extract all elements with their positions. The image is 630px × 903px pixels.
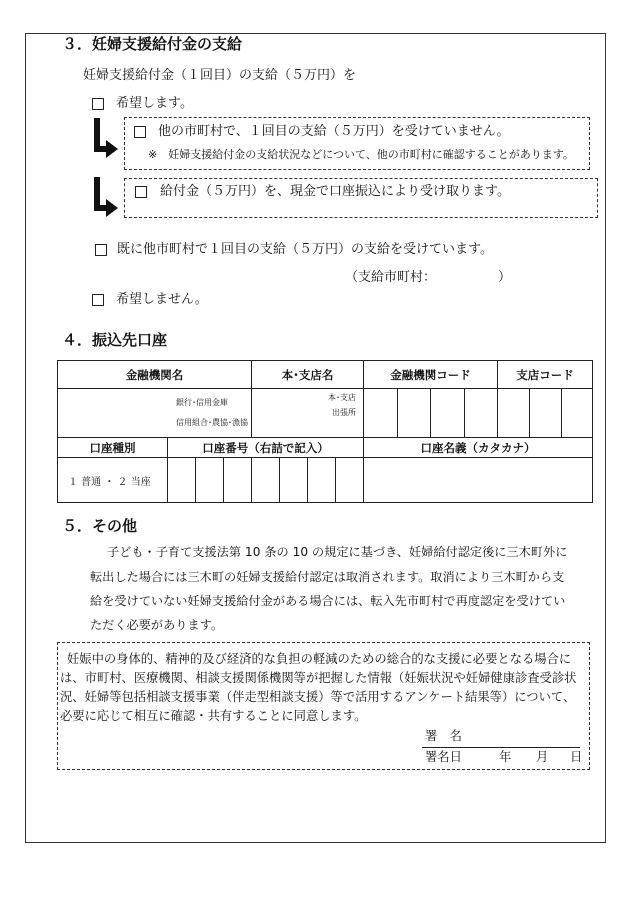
- section-5-heading: ５．その他: [62, 517, 138, 535]
- branch-type-label: 出張所: [332, 408, 356, 417]
- not-received-label: 他の市町村で、１回目の支給（５万円）を受けていません。: [158, 124, 510, 139]
- bank-name-header: 金融機関名: [58, 361, 252, 389]
- day-label: 日: [570, 750, 583, 764]
- account-holder-header: 口座名義（カタカナ）: [364, 438, 593, 458]
- notice-paragraph-line: 給を受けていない妊婦支援給付金がある場合には、転入先市町村で再度認定を受けてい: [90, 594, 566, 608]
- decline-label: 希望しません。: [116, 292, 208, 307]
- bank-account-table: [57, 360, 593, 503]
- account-number-digit[interactable]: [252, 458, 280, 503]
- not-received-checkbox[interactable]: [134, 126, 146, 138]
- hope-label: 希望します。: [116, 96, 193, 111]
- section-4-heading: ４．振込先口座: [62, 331, 168, 349]
- notice-paragraph-line: 転出した場合には三木町の妊婦支援給付認定は取消されます。取消により三木町から支: [90, 570, 565, 584]
- decline-checkbox[interactable]: [92, 294, 104, 306]
- bank-code-header: 金融機関コード: [364, 361, 498, 389]
- account-number-digit[interactable]: [308, 458, 336, 503]
- account-number-digit[interactable]: [196, 458, 224, 503]
- branch-code-digit[interactable]: [530, 389, 562, 438]
- bent-arrow-icon: [92, 177, 120, 217]
- signature-label: 署 名: [425, 729, 462, 743]
- branch-code-digit[interactable]: [562, 389, 593, 438]
- section-3-heading: ３．妊婦支援給付金の支給: [62, 35, 243, 53]
- month-field[interactable]: [512, 750, 535, 766]
- bank-code-digit[interactable]: [364, 389, 398, 438]
- year-field[interactable]: [466, 750, 498, 766]
- already-received-checkbox[interactable]: [95, 244, 107, 256]
- consent-line: 必要に応じて相互に確認・共有することに同意します。: [60, 709, 367, 723]
- month-label: 月: [536, 750, 549, 764]
- bank-code-digit[interactable]: [431, 389, 465, 438]
- branch-name-header: 本･支店名: [252, 361, 364, 389]
- confirmation-note: ※ 妊婦支援給付金の支給状況などについて、他の市町村に確認することがあります。: [148, 148, 574, 161]
- branch-name-field[interactable]: [252, 389, 364, 438]
- date-label: 署名日: [425, 750, 462, 764]
- already-received-label: 既に他市町村で１回目の支給（５万円）の支給を受けています。: [117, 242, 493, 257]
- municipality-close-paren: ）: [498, 270, 512, 285]
- account-number-digit[interactable]: [280, 458, 308, 503]
- branch-code-header: 支店コード: [498, 361, 593, 389]
- cash-transfer-checkbox[interactable]: [135, 186, 147, 198]
- bank-type-label: 銀行･信用金庫: [176, 398, 228, 407]
- bank-code-digit[interactable]: [398, 389, 431, 438]
- bank-type-label: 信用組合･農協･漁協: [176, 418, 248, 427]
- benefit-intro-text: 妊婦支援給付金（１回目）の支給（５万円）を: [83, 68, 357, 83]
- notice-paragraph-line: 子ども・子育て支援法第 10 条の 10 の規定に基づき、妊婦給付認定後に三木町外に: [107, 545, 568, 559]
- account-number-digit[interactable]: [336, 458, 364, 503]
- year-label: 年: [499, 750, 512, 764]
- account-number-digit[interactable]: [224, 458, 252, 503]
- account-number-header: 口座番号（右詰で記入）: [168, 438, 364, 458]
- account-holder-field[interactable]: [364, 458, 593, 503]
- account-number-digit[interactable]: [168, 458, 196, 503]
- cash-transfer-label: 給付金（５万円）を、現金で口座振込により受け取ります。: [160, 184, 510, 199]
- municipality-label: （支給市町村：: [345, 270, 437, 285]
- bank-code-digit[interactable]: [465, 389, 498, 438]
- hope-checkbox[interactable]: [92, 98, 104, 110]
- account-type-header: 口座種別: [58, 438, 168, 458]
- signature-field[interactable]: [468, 729, 580, 746]
- branch-code-digit[interactable]: [498, 389, 530, 438]
- bank-name-field[interactable]: [58, 389, 252, 438]
- consent-line: は、市町村、医療機関、相談支援関係機関等が把握した情報（妊娠状況や妊婦健康診査受診状: [60, 671, 577, 685]
- signature-line: [422, 747, 580, 748]
- notice-paragraph-line: ただく必要があります。: [90, 618, 224, 632]
- consent-line: 況、妊婦等包括相談支援事業（伴走型相談支援）等で活用するアンケート結果等）について、: [60, 690, 576, 704]
- branch-type-label: 本･支店: [328, 393, 356, 402]
- municipality-name-field[interactable]: [436, 270, 496, 286]
- account-type-options[interactable]: １ 普通 ・ ２ 当座: [58, 458, 168, 503]
- bent-arrow-icon: [92, 118, 120, 158]
- consent-line: 妊娠中の身体的、精神的及び経済的な負担の軽減のための総合的な支援に必要となる場合に: [67, 652, 572, 666]
- day-field[interactable]: [549, 750, 569, 766]
